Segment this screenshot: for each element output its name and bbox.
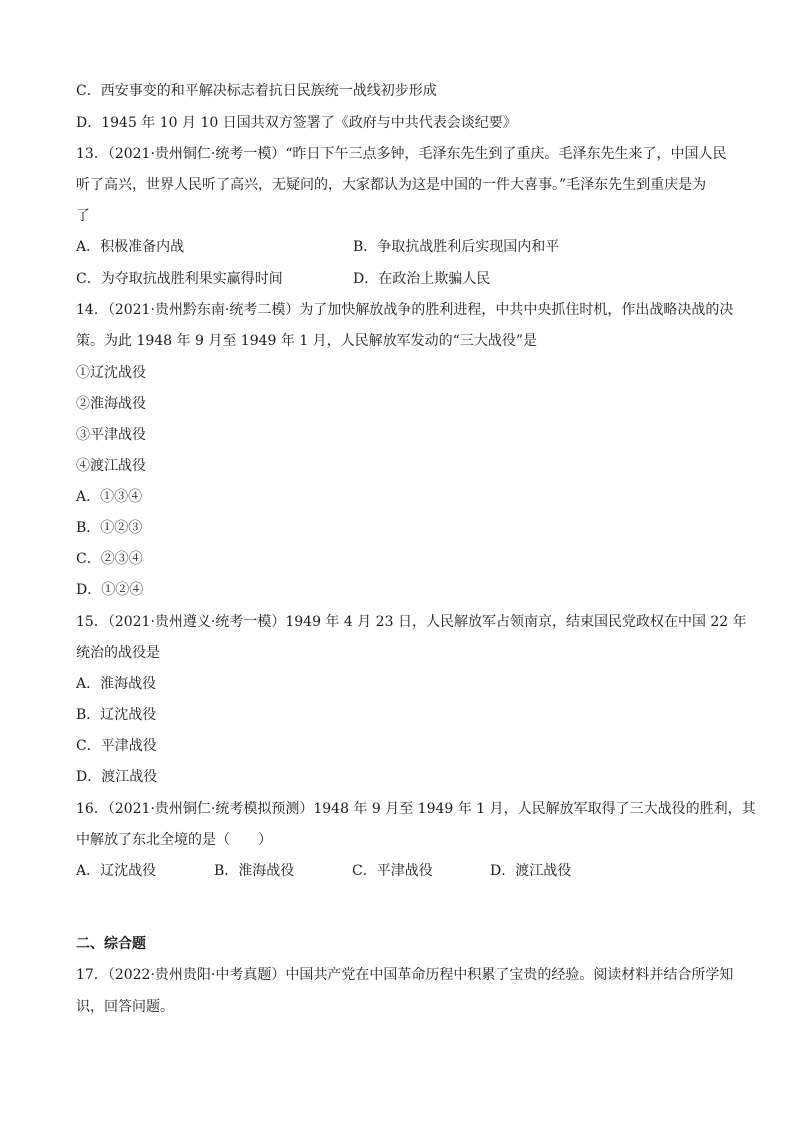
q14-stem-line-1: 14．（2021·贵州黔东南·统考二模）为了加快解放战争的胜利进程，中共中央抓住时机，作出战略决战的决 <box>76 302 734 318</box>
q14-option-a: A．①③④ <box>76 489 143 505</box>
q14-stem-line-2: 策。为此 1948 年 9 月至 1949 年 1 月，人民解放军发动的“三大战役”是 <box>76 333 537 349</box>
q14-option-b: B．①②③ <box>76 520 143 536</box>
q13-stem-line-2: 听了高兴，世界人民听了高兴，无疑问的，大家都认为这是中国的一件大喜事。”毛泽东先生到重庆是为 <box>76 177 707 193</box>
q14-item-4: ④渡江战役 <box>76 458 146 474</box>
q17-stem-line-2: 识，回答问题。 <box>76 999 174 1015</box>
q13-stem-line-1: 13．（2021·贵州铜仁·统考一模）“昨日下午三点多钟，毛泽东先生到了重庆。毛泽东先生来了，中国人民 <box>76 146 727 162</box>
q13-option-b: B．争取抗战胜利后实现国内和平 <box>353 239 560 255</box>
q14-item-3: ③平津战役 <box>76 427 146 443</box>
q12-option-c: C．西安事变的和平解决标志着抗日民族统一战线初步形成 <box>76 83 437 99</box>
q14-item-2: ②淮海战役 <box>76 396 146 412</box>
section-heading: 二、综合题 <box>76 936 146 952</box>
q16-option-b: B．淮海战役 <box>214 863 295 879</box>
q16-option-a: A．辽沈战役 <box>76 863 157 879</box>
q13-option-d: D．在政治上欺骗人民 <box>353 271 491 287</box>
q13-stem-line-3: 了 <box>76 208 90 224</box>
q16-option-d: D．渡江战役 <box>490 863 572 879</box>
q15-option-b: B．辽沈战役 <box>76 707 157 723</box>
q12-option-d: D．1945 年 10 月 10 日国共双方签署了《政府与中共代表会谈纪要》 <box>76 115 517 131</box>
q13-option-c: C．为夺取抗战胜利果实赢得时间 <box>76 271 283 287</box>
q17-stem-line-1: 17．（2022·贵州贵阳·中考真题）中国共产党在中国革命历程中积累了宝贵的经验。阅读材料并结合所学知 <box>76 967 734 983</box>
q16-stem-line-2: 中解放了东北全境的是（ ） <box>76 832 272 848</box>
q14-item-1: ①辽沈战役 <box>76 365 146 381</box>
q15-option-c: C．平津战役 <box>76 738 157 754</box>
q15-option-d: D．渡江战役 <box>76 769 158 785</box>
q15-stem-line-1: 15．（2021·贵州遵义·统考一模）1949 年 4 月 23 日，人民解放军占领南京，结束国民党政权在中国 22 年 <box>76 614 747 630</box>
q15-option-a: A．淮海战役 <box>76 676 157 692</box>
q14-option-d: D．①②④ <box>76 582 144 598</box>
q13-option-a: A．积极准备内战 <box>76 239 185 255</box>
q16-stem-line-1: 16．（2021·贵州铜仁·统考模拟预测）1948 年 9 月至 1949 年 1 月，人民解放军取得了三大战役的胜利，其 <box>76 801 756 817</box>
q14-option-c: C．②③④ <box>76 551 143 567</box>
q16-option-c: C．平津战役 <box>352 863 433 879</box>
q15-stem-line-2: 统治的战役是 <box>76 645 160 661</box>
